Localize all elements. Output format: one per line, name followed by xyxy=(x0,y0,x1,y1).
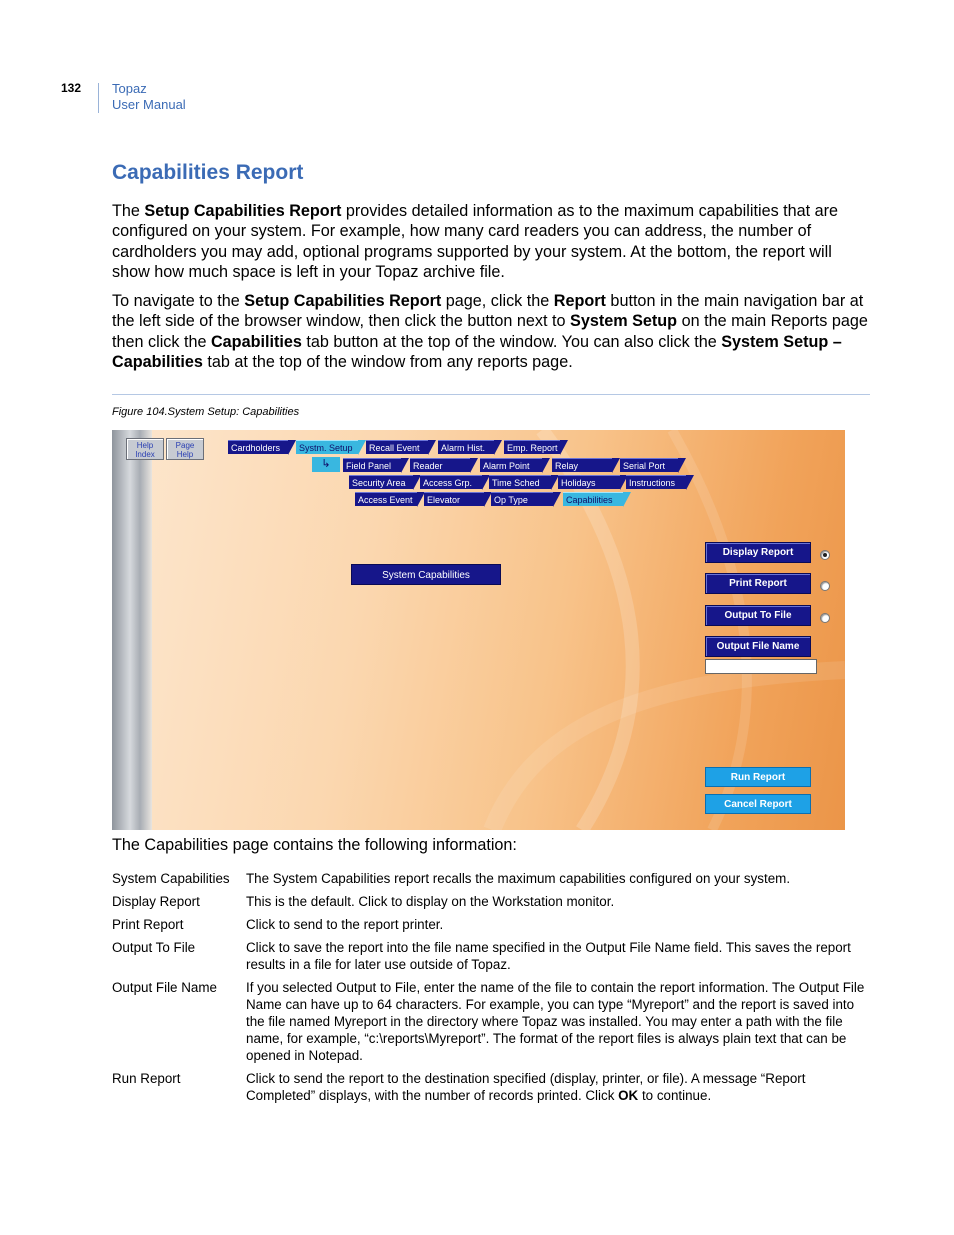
tab-op-type[interactable]: Op Type xyxy=(491,492,553,506)
tab-alarm-history[interactable]: Alarm Hist. xyxy=(438,440,494,454)
definition-text: Click to send to the report printer. xyxy=(246,917,444,932)
print-report-button[interactable]: Print Report xyxy=(705,573,811,594)
definition-text: Click to save the report into the file name specified in the Output File Name field. This saves the report results in a file for later use outside of Topaz. xyxy=(246,940,851,972)
product-name: Topaz xyxy=(112,81,147,96)
definition-text: Click to send the report to the destination specified (display, printer, or file). A message “Report Completed” displays, with the number of records printed. Click OK to continue. xyxy=(246,1071,806,1103)
definition-term: Run Report xyxy=(112,1071,181,1086)
page-number: 132 xyxy=(61,81,82,95)
definition-term: Output File Name xyxy=(112,980,217,995)
output-file-name-label: Output File Name xyxy=(705,636,811,657)
display-report-button[interactable]: Display Report xyxy=(705,542,811,563)
tab-serial-port[interactable]: Serial Port xyxy=(620,458,678,472)
tab-time-schedule[interactable]: Time Sched xyxy=(489,475,551,489)
tab-access-event[interactable]: Access Event xyxy=(355,492,417,506)
tab-relay[interactable]: Relay xyxy=(552,458,612,472)
output-to-file-button[interactable]: Output To File xyxy=(705,605,811,626)
system-capabilities-option[interactable]: System Capabilities xyxy=(351,564,501,585)
figure-divider xyxy=(112,394,870,395)
tab-employee-report[interactable]: Emp. Report xyxy=(504,440,560,454)
definition-term: Display Report xyxy=(112,894,200,909)
table-row xyxy=(112,979,872,1070)
definition-text: This is the default. Click to display on the Workstation monitor. xyxy=(246,894,615,909)
table-row xyxy=(112,1070,872,1110)
output-file-name-input[interactable] xyxy=(705,659,817,674)
navigation-paragraph: To navigate to the Setup Capabilities Report page, click the Report button in the main navigation bar at the left side of the browser window, then click the button next to System Setup on the main Reports page then click the Capabilities tab button at the top of the window. You can also click the System Setup – Capabilities tab at the top of the window from any reports page. xyxy=(112,292,868,371)
print-report-radio[interactable] xyxy=(820,581,830,591)
table-row xyxy=(112,893,872,916)
tab-security-area[interactable]: Security Area xyxy=(349,475,413,489)
tab-instructions[interactable]: Instructions xyxy=(626,475,686,489)
tab-reader[interactable]: Reader xyxy=(410,458,470,472)
figure-caption: Figure 104.System Setup: Capabilities xyxy=(112,406,300,418)
intro-paragraph: The Setup Capabilities Report provides detailed information as to the maximum capabilities that are configured on your system. For example, how many card readers you can address, the number of cardholders you may add, optional programs supported by your system. At the bottom, the report will show how much space is left in your Topaz archive file. xyxy=(112,202,839,281)
section-title: Capabilities Report xyxy=(112,161,304,184)
manual-name: User Manual xyxy=(112,97,186,112)
tab-cardholders[interactable]: Cardholders xyxy=(228,440,288,454)
running-header xyxy=(112,81,186,113)
help-index-button[interactable]: Help Index xyxy=(126,438,164,460)
definition-term: Output To File xyxy=(112,940,196,955)
page-help-button[interactable]: Page Help xyxy=(166,438,204,460)
capabilities-intro: The Capabilities page contains the following information: xyxy=(112,836,517,854)
tab-elevator[interactable]: Elevator xyxy=(424,492,484,506)
tab-access-group[interactable]: Access Grp. xyxy=(420,475,482,489)
display-report-radio[interactable] xyxy=(820,550,830,560)
table-row xyxy=(112,916,872,939)
tab-field-panel[interactable]: Field Panel xyxy=(343,458,401,472)
definitions-table xyxy=(112,870,872,1110)
tab-alarm-point[interactable]: Alarm Point xyxy=(480,458,542,472)
tab-system-setup[interactable]: Systm. Setup xyxy=(296,440,358,454)
output-to-file-radio[interactable] xyxy=(820,613,830,623)
table-row xyxy=(112,939,872,979)
definition-text: If you selected Output to File, enter the name of the file to contain the report information. The Output File Name can have up to 64 characters. For example, you can type “Myreport” and the report is saved into the file named Myreport in the directory where Topaz was installed. You may enter a path with the file name, for example, “c:\reports\Myreport”. The format of the report files is always plain text that can be opened in Notepad. xyxy=(246,980,865,1063)
definition-term: System Capabilities xyxy=(112,871,230,886)
submenu-arrow-icon: ↳ xyxy=(312,457,340,472)
tab-recall-event[interactable]: Recall Event xyxy=(366,440,428,454)
definition-text: The System Capabilities report recalls the maximum capabilities configured on your system. xyxy=(246,871,791,886)
tab-capabilities[interactable]: Capabilities xyxy=(563,492,623,506)
header-divider xyxy=(98,83,99,113)
table-row xyxy=(112,870,872,893)
left-nav-bar xyxy=(112,430,152,830)
capabilities-screenshot xyxy=(112,430,845,830)
run-report-button[interactable]: Run Report xyxy=(705,767,811,787)
cancel-report-button[interactable]: Cancel Report xyxy=(705,794,811,814)
definition-term: Print Report xyxy=(112,917,184,932)
tab-holidays[interactable]: Holidays xyxy=(558,475,620,489)
